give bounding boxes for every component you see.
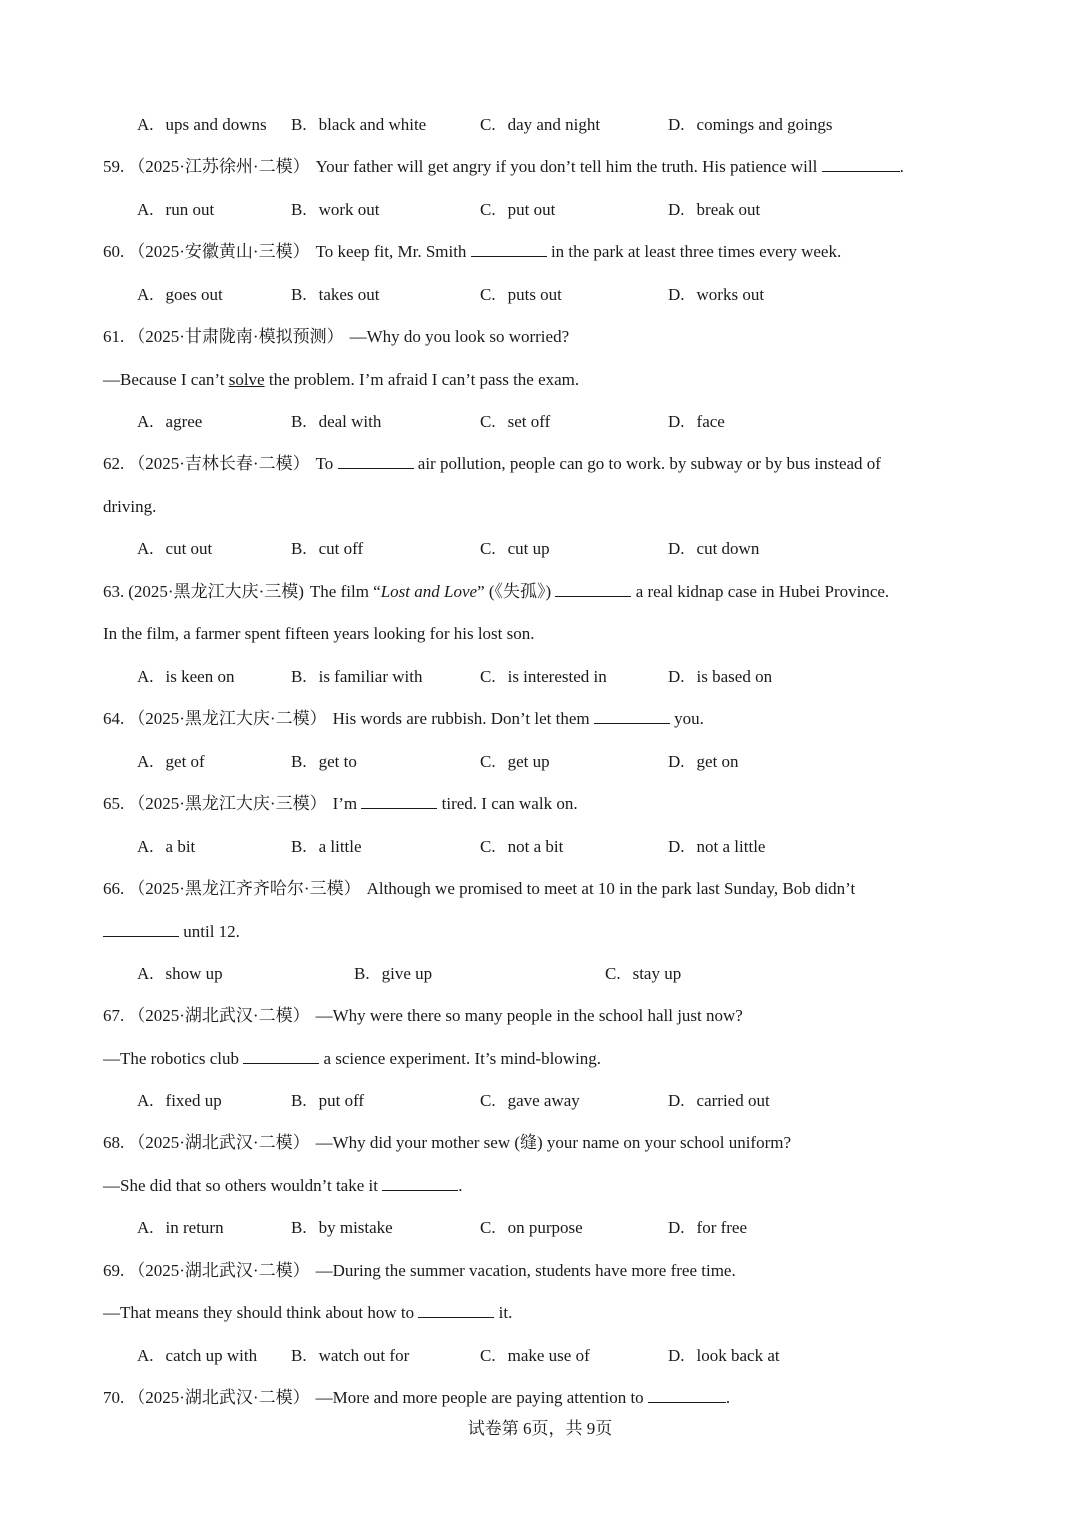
q62-option-c[interactable]: C. cut up xyxy=(480,539,550,558)
answer-blank[interactable] xyxy=(822,155,900,172)
q68-option-c[interactable]: C. on purpose xyxy=(480,1218,583,1237)
q67-option-b[interactable]: B. put off xyxy=(291,1091,365,1110)
q62-option-a[interactable]: A. cut out xyxy=(137,539,213,558)
q69-option-a[interactable]: A. catch up with xyxy=(137,1346,258,1365)
q60-options xyxy=(0,283,1080,307)
q58-options xyxy=(0,113,1080,137)
answer-blank[interactable] xyxy=(594,707,670,724)
q69-stem: 69. （2025·湖北武汉·二模） —During the summer vacation, students have more free time. xyxy=(103,1261,736,1280)
q60-option-a[interactable]: A. goes out xyxy=(137,285,223,304)
q61-stem: 61. （2025·甘肃陇南·模拟预测） —Why do you look so worried? xyxy=(103,327,570,346)
q70-stem: 70. （2025·湖北武汉·二模） —More and more people are paying attention to . xyxy=(103,1388,731,1407)
answer-blank[interactable] xyxy=(243,1047,319,1064)
page-footer: 试卷第 6页，共 9页 xyxy=(467,1419,613,1438)
q66-continuation: until 12. xyxy=(0,920,1080,944)
q63-stem: 63. (2025·黑龙江大庆·三模) The film “Lost and Love” (《失孤》) a real kidnap case in Hubei Province. xyxy=(103,582,890,601)
q67-options xyxy=(0,1089,1080,1113)
q59-option-b[interactable]: B. work out xyxy=(291,200,380,219)
q67-option-a[interactable]: A. fixed up xyxy=(137,1091,222,1110)
q62-option-d[interactable]: D. cut down xyxy=(668,539,760,558)
q68-stem: 68. （2025·湖北武汉·二模） —Why did your mother sew (缝) your name on your school uniform? xyxy=(103,1133,792,1152)
q60-option-b[interactable]: B. takes out xyxy=(291,285,380,304)
q60-stem: 60. （2025·安徽黄山·三模） To keep fit, Mr. Smith in the park at least three times every week. xyxy=(103,242,842,261)
q64-stem: 64. （2025·黑龙江大庆·二模） His words are rubbish. Don’t let them you. xyxy=(103,709,704,728)
q69-option-b[interactable]: B. watch out for xyxy=(291,1346,410,1365)
q60-option-d[interactable]: D. works out xyxy=(668,285,765,304)
q63-option-a[interactable]: A. is keen on xyxy=(137,667,235,686)
answer-blank[interactable] xyxy=(382,1174,458,1191)
q65-option-d[interactable]: D. not a little xyxy=(668,837,766,856)
q65-stem: 65. （2025·黑龙江大庆·三模） I’m tired. I can walk on. xyxy=(103,794,578,813)
answer-blank[interactable] xyxy=(361,792,437,809)
q68-option-a[interactable]: A. in return xyxy=(137,1218,224,1237)
q66-option-b[interactable]: B. give up xyxy=(354,964,433,983)
q64-option-a[interactable]: A. get of xyxy=(137,752,205,771)
q61-option-d[interactable]: D. face xyxy=(668,412,725,431)
q66-stem: 66. （2025·黑龙江齐齐哈尔·三模） Although we promised to meet at 10 in the park last Sunday, Bob didn’t xyxy=(103,879,856,898)
q69-options xyxy=(0,1344,1080,1368)
q66-option-c[interactable]: C. stay up xyxy=(605,964,682,983)
q63-option-c[interactable]: C. is interested in xyxy=(480,667,607,686)
q68-option-d[interactable]: D. for free xyxy=(668,1218,748,1237)
q66-option-a[interactable]: A. show up xyxy=(137,964,223,983)
q63-continuation: In the film, a farmer spent fifteen years looking for his lost son. xyxy=(103,624,535,643)
q68-dialogue: —She did that so others wouldn’t take it . xyxy=(103,1176,463,1195)
q62-option-b[interactable]: B. cut off xyxy=(291,539,364,558)
q67-stem: 67. （2025·湖北武汉·二模） —Why were there so many people in the school hall just now? xyxy=(103,1006,743,1025)
answer-blank[interactable] xyxy=(338,452,414,469)
q69-dialogue: —That means they should think about how to it. xyxy=(103,1303,513,1322)
q65-option-a[interactable]: A. a bit xyxy=(137,837,196,856)
q69-option-c[interactable]: C. make use of xyxy=(480,1346,590,1365)
q59-options xyxy=(0,198,1080,222)
q64-options xyxy=(0,750,1080,774)
q58-option-c[interactable]: C. day and night xyxy=(480,115,601,134)
q69-option-d[interactable]: D. look back at xyxy=(668,1346,780,1365)
q59-option-a[interactable]: A. run out xyxy=(137,200,215,219)
q66-options xyxy=(0,962,1080,986)
q67-dialogue: —The robotics club a science experiment. It’s mind-blowing. xyxy=(103,1049,602,1068)
q58-option-b[interactable]: B. black and white xyxy=(291,115,427,134)
q63-options xyxy=(0,665,1080,689)
q65-option-c[interactable]: C. not a bit xyxy=(480,837,564,856)
q61-options xyxy=(0,410,1080,434)
answer-blank[interactable] xyxy=(648,1386,726,1403)
answer-blank[interactable] xyxy=(418,1301,494,1318)
q61-option-a[interactable]: A. agree xyxy=(137,412,203,431)
q60-option-c[interactable]: C. puts out xyxy=(480,285,562,304)
q63-option-b[interactable]: B. is familiar with xyxy=(291,667,423,686)
q59-option-d[interactable]: D. break out xyxy=(668,200,761,219)
underlined-word: solve xyxy=(228,370,265,389)
q62-continuation: driving. xyxy=(103,497,157,516)
q67-option-c[interactable]: C. gave away xyxy=(480,1091,580,1110)
q59-option-c[interactable]: C. put out xyxy=(480,200,556,219)
answer-blank[interactable] xyxy=(471,240,547,257)
q59-stem: 59. （2025·江苏徐州·二模） Your father will get angry if you don’t tell him the truth. His patience will . xyxy=(103,157,904,176)
q64-option-c[interactable]: C. get up xyxy=(480,752,550,771)
q62-stem: 62. （2025·吉林长春·二模） To air pollution, people can go to work. by subway or by bus instead of xyxy=(103,454,881,473)
q62-options xyxy=(0,537,1080,561)
answer-blank[interactable] xyxy=(103,920,179,937)
q68-option-b[interactable]: B. by mistake xyxy=(291,1218,393,1237)
q65-options xyxy=(0,835,1080,859)
q64-option-b[interactable]: B. get to xyxy=(291,752,357,771)
q58-option-d[interactable]: D. comings and goings xyxy=(668,115,833,134)
q58-option-a[interactable]: A. ups and downs xyxy=(137,115,267,134)
q63-option-d[interactable]: D. is based on xyxy=(668,667,773,686)
q67-option-d[interactable]: D. carried out xyxy=(668,1091,770,1110)
answer-blank[interactable] xyxy=(555,580,631,597)
q65-option-b[interactable]: B. a little xyxy=(291,837,362,856)
q61-dialogue: —Because I can’t solve the problem. I’m afraid I can’t pass the exam. xyxy=(103,370,580,389)
q61-option-b[interactable]: B. deal with xyxy=(291,412,382,431)
q61-option-c[interactable]: C. set off xyxy=(480,412,551,431)
q64-option-d[interactable]: D. get on xyxy=(668,752,739,771)
q68-options xyxy=(0,1216,1080,1240)
